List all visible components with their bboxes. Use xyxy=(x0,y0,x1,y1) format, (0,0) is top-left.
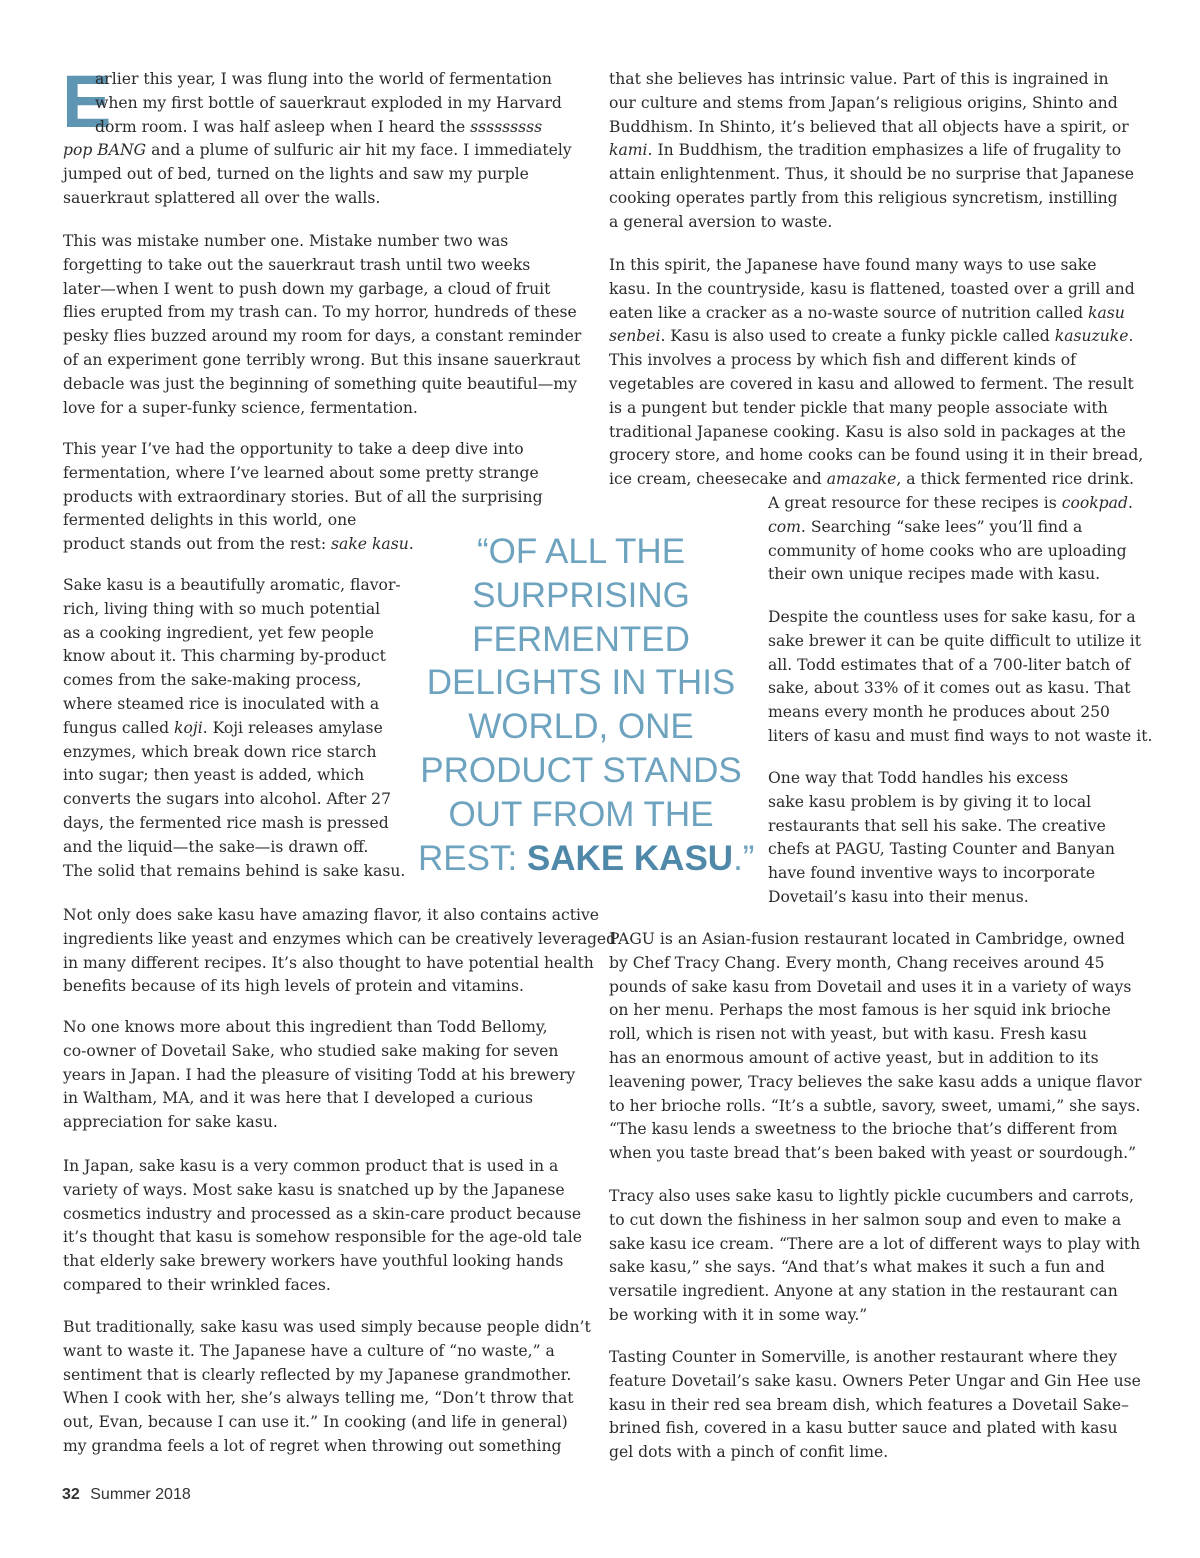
text-line: sauerkraut splattered all over the walls. xyxy=(63,188,381,207)
text-line: brined fish, covered in a kasu butter sauce and plated with kasu xyxy=(609,1419,1118,1438)
text-line: sake kasu ice cream. “There are a lot of different ways to play with xyxy=(609,1234,1141,1253)
italic-term: kasuzuke xyxy=(1054,327,1129,346)
text-line: leavening power, Tracy believes the sake kasu adds a unique flavor xyxy=(609,1072,1142,1091)
body-paragraph xyxy=(609,928,1142,1166)
text-line: ice cream, cheesecake and amazake, a thick fermented rice drink. xyxy=(609,470,1135,489)
text-line: flies erupted from my trash can. To my horror, hundreds of these xyxy=(63,303,577,322)
text-line: compared to their wrinkled faces. xyxy=(63,1275,331,1294)
text-line: Sake kasu is a beautifully aromatic, flavor- xyxy=(63,576,401,594)
page-number: 32 xyxy=(62,1486,80,1503)
text-line: when you taste bread that’s been baked with yeast or sourdough.” xyxy=(609,1144,1137,1163)
text-line: that elderly sake brewery workers have youthful looking hands xyxy=(63,1252,564,1271)
text-line: a general aversion to waste. xyxy=(609,212,833,231)
text-line: attain enlightenment. Thus, it should be no surprise that Japanese xyxy=(609,165,1135,184)
italic-term: pop BANG xyxy=(63,141,147,160)
issue-label: Summer 2018 xyxy=(90,1486,191,1503)
italic-term: kasu xyxy=(1088,303,1125,322)
text-line: This year I’ve had the opportunity to take a deep dive into xyxy=(63,440,524,458)
text-line: When I cook with her, she’s always telling me, “Don’t throw that xyxy=(63,1389,574,1408)
text-line: sake brewer it can be quite difficult to utilize it xyxy=(768,631,1142,650)
italic-term: senbei xyxy=(609,327,661,346)
body-paragraph xyxy=(768,606,1153,749)
body-paragraph xyxy=(768,492,1133,587)
text-line: pounds of sake kasu from Dovetail and uses it in a variety of ways xyxy=(609,977,1132,996)
text-line: know about it. This charming by-product xyxy=(63,647,386,666)
text-line: pesky flies buzzed around my room for days, a constant reminder xyxy=(63,327,582,346)
pull-quote xyxy=(418,530,755,880)
text-line: kasu. In the countryside, kasu is flattened, toasted over a grill and xyxy=(609,279,1135,298)
text-line: where steamed rice is inoculated with a xyxy=(63,694,380,713)
text-line: their own unique recipes made with kasu. xyxy=(768,565,1101,584)
text-line: One way that Todd handles his excess xyxy=(768,769,1069,787)
pull-quote-prefix: REST: xyxy=(418,838,527,878)
text-line: sake kasu problem is by giving it to local xyxy=(768,792,1092,811)
text-line: fermentation, where I’ve learned about some pretty strange xyxy=(63,463,539,482)
text-line: gel dots with a pinch of confit lime. xyxy=(609,1443,889,1462)
text-line: benefits because of its high levels of protein and vitamins. xyxy=(63,977,524,996)
pull-quote-suffix: .” xyxy=(733,838,755,878)
text-line: comes from the sake-making process, xyxy=(63,671,362,690)
body-paragraph xyxy=(609,68,1135,235)
text-line: pop BANG and a plume of sulfuric air hit my face. I immediately xyxy=(63,141,572,160)
pull-quote-line: WORLD, ONE xyxy=(468,707,694,747)
text-line: Buddhism. In Shinto, it’s believed that all objects have a spirit, or xyxy=(609,117,1129,136)
text-line: has an enormous amount of active yeast, but in addition to its xyxy=(609,1048,1099,1067)
pull-quote-line: “OF ALL THE xyxy=(476,532,686,571)
text-line: later—when I went to push down my garbage, a cloud of fruit xyxy=(63,279,551,298)
text-line: This involves a process by which fish and different kinds of xyxy=(609,351,1076,370)
text-line: of an experiment gone terribly wrong. But this insane sauerkraut xyxy=(63,350,581,369)
text-line: days, the fermented rice mash is pressed xyxy=(63,813,389,832)
text-line: This was mistake number one. Mistake number two was xyxy=(63,232,509,250)
text-line: grocery store, and home cooks can be found using it in their bread, xyxy=(609,446,1144,465)
text-line: In Japan, sake kasu is a very common product that is used in a xyxy=(63,1157,559,1175)
text-line: Dovetail’s kasu into their menus. xyxy=(768,887,1029,906)
body-paragraph xyxy=(63,1155,583,1298)
text-line: rich, living thing with so much potential xyxy=(63,599,381,618)
text-line: versatile ingredient. Anyone at any station in the restaurant can xyxy=(609,1282,1118,1301)
text-line: when my first bottle of sauerkraut exploded in my Harvard xyxy=(95,93,562,112)
pull-quote-line: SURPRISING xyxy=(472,575,690,615)
text-line: sake kasu,” she says. “And that’s what makes it such a fun and xyxy=(609,1258,1105,1277)
body-paragraph xyxy=(609,1185,1141,1328)
text-line: love for a super-funky science, fermentation. xyxy=(63,398,418,417)
text-line: kami. In Buddhism, the tradition emphasizes a life of frugality to xyxy=(609,141,1122,160)
pull-quote-highlight: SAKE KASU xyxy=(526,838,734,878)
text-line: Not only does sake kasu have amazing flavor, it also contains active xyxy=(63,906,600,924)
text-line: to her brioche rolls. “It’s a subtle, savory, sweet, umami,” she says. xyxy=(609,1096,1141,1115)
italic-term: sake kasu xyxy=(331,535,409,554)
italic-term: amazake xyxy=(826,470,897,489)
text-line: But traditionally, sake kasu was used simply because people didn’t xyxy=(63,1318,591,1336)
text-line: chefs at PAGU, Tasting Counter and Banyan xyxy=(768,840,1115,859)
text-line: as a cooking ingredient, yet few people xyxy=(63,623,374,642)
text-line: jumped out of bed, turned on the lights and saw my purple xyxy=(63,165,529,184)
text-line: all. Todd estimates that of a 700-liter batch of xyxy=(768,655,1131,674)
text-line: Tasting Counter in Somerville, is another restaurant where they xyxy=(609,1348,1118,1366)
text-line: com. Searching “sake lees” you’ll find a xyxy=(768,517,1083,536)
text-line: Despite the countless uses for sake kasu, for a xyxy=(768,608,1136,626)
pull-quote-line: FERMENTED xyxy=(472,619,690,659)
text-line: it’s thought that kasu is somehow responsible for the age-old tale xyxy=(63,1228,583,1247)
italic-term: com xyxy=(768,517,801,536)
text-line: kasu in their red sea bream dish, which features a Dovetail Sake– xyxy=(609,1395,1129,1414)
text-line: in Waltham, MA, and it was here that I developed a curious xyxy=(63,1089,534,1108)
text-line: ingredients like yeast and enzymes which can be creatively leveraged xyxy=(63,929,617,948)
text-line: fungus called koji. Koji releases amylase xyxy=(63,718,383,737)
text-line: No one knows more about this ingredient than Todd Bellomy, xyxy=(63,1018,548,1036)
drop-cap: E xyxy=(62,60,112,143)
text-line: is a pungent but tender pickle that many people associate with xyxy=(609,398,1108,417)
text-line: product stands out from the rest: sake kasu. xyxy=(63,535,414,554)
text-line: to cut down the fishiness in her salmon soup and even to make a xyxy=(609,1210,1122,1229)
text-line: products with extraordinary stories. But of all the surprising xyxy=(63,487,543,506)
body-paragraph xyxy=(63,574,408,883)
text-line: cooking operates partly from this religious syncretism, instilling xyxy=(609,188,1118,207)
text-line: arlier this year, I was flung into the world of fermentation xyxy=(95,70,552,88)
text-line: co-owner of Dovetail Sake, who studied sake making for seven xyxy=(63,1041,559,1060)
body-paragraph xyxy=(609,1346,1141,1465)
text-line: feature Dovetail’s sake kasu. Owners Peter Ungar and Gin Hee use xyxy=(609,1371,1141,1390)
body-paragraph xyxy=(63,230,583,420)
text-line: by Chef Tracy Chang. Every month, Chang receives around 45 xyxy=(609,953,1105,972)
pull-quote-line: PRODUCT STANDS xyxy=(420,750,742,790)
text-line: “The kasu lends a sweetness to the brioche that’s different from xyxy=(609,1120,1118,1139)
text-line: dorm room. I was half asleep when I heard the sssssssss xyxy=(95,117,543,136)
text-line: eaten like a cracker as a no-waste source of nutrition called kasu xyxy=(609,303,1125,322)
text-line: be working with it in some way.” xyxy=(609,1305,868,1324)
body-paragraph xyxy=(63,904,617,999)
italic-term: kami xyxy=(609,141,648,160)
text-line: community of home cooks who are uploading xyxy=(768,541,1127,560)
text-line: want to waste it. The Japanese have a culture of “no waste,” a xyxy=(63,1341,555,1360)
text-line: converts the sugars into alcohol. After 27 xyxy=(63,790,392,809)
page-footer xyxy=(62,1486,191,1504)
text-line: enzymes, which break down rice starch xyxy=(63,742,377,761)
text-line: and the liquid—the sake—is drawn off. xyxy=(63,837,369,856)
text-line: forgetting to take out the sauerkraut trash until two weeks xyxy=(63,255,531,274)
text-line: my grandma feels a lot of regret when throwing out something xyxy=(63,1436,562,1455)
text-line: appreciation for sake kasu. xyxy=(63,1113,278,1132)
text-line: vegetables are covered in kasu and allowed to ferment. The result xyxy=(609,374,1134,393)
text-line: liters of kasu and must find ways to not waste it. xyxy=(768,726,1153,745)
body-paragraph xyxy=(768,767,1128,910)
text-line: that she believes has intrinsic value. Part of this is ingrained in xyxy=(609,70,1109,88)
text-line: Tracy also uses sake kasu to lightly pickle cucumbers and carrots, xyxy=(609,1187,1134,1205)
italic-term: cookpad. xyxy=(1061,494,1133,512)
text-line: years in Japan. I had the pleasure of visiting Todd at his brewery xyxy=(63,1065,576,1084)
text-line: roll, which is risen not with yeast, but with kasu. Fresh kasu xyxy=(609,1025,1088,1044)
text-line: out, Evan, because I can use it.” In cooking (and life in general) xyxy=(63,1413,568,1432)
text-line: into sugar; then yeast is added, which xyxy=(63,766,365,785)
pull-quote-line xyxy=(418,837,755,881)
text-line: debacle was just the beginning of something quite beautiful—my xyxy=(63,374,577,393)
text-line: PAGU is an Asian-fusion restaurant located in Cambridge, owned xyxy=(609,930,1125,948)
text-line: traditional Japanese cooking. Kasu is also sold in packages at the xyxy=(609,422,1126,441)
italic-term: koji xyxy=(174,718,203,737)
text-line: senbei. Kasu is also used to create a funky pickle called kasuzuke. xyxy=(609,327,1134,346)
text-line: restaurants that sell his sake. The creative xyxy=(768,816,1106,835)
text-line: have found inventive ways to incorporate xyxy=(768,864,1096,883)
text-line: variety of ways. Most sake kasu is snatched up by the Japanese xyxy=(63,1180,565,1199)
text-line: our culture and stems from Japan’s religious origins, Shinto and xyxy=(609,93,1118,112)
text-line: fermented delights in this world, one xyxy=(63,511,357,530)
italic-term: sssssssss xyxy=(470,117,543,136)
text-line: on her menu. Perhaps the most famous is her squid ink brioche xyxy=(609,1001,1111,1020)
text-line: A great resource for these recipes is cookpad. xyxy=(768,494,1133,512)
text-line: sentiment that is clearly reflected by my Japanese grandmother. xyxy=(63,1365,572,1384)
text-line: The solid that remains behind is sake kasu. xyxy=(63,861,406,880)
body-paragraph xyxy=(62,60,583,211)
body-paragraph xyxy=(63,1016,583,1135)
body-paragraph xyxy=(63,1316,591,1459)
text-line: In this spirit, the Japanese have found many ways to use sake xyxy=(609,256,1097,274)
text-line: cosmetics industry and processed as a skin-care product because xyxy=(63,1204,582,1223)
pull-quote-line: DELIGHTS IN THIS xyxy=(426,663,736,703)
text-line: means every month he produces about 250 xyxy=(768,703,1110,722)
pull-quote-line: OUT FROM THE xyxy=(448,794,714,834)
text-line: in many different recipes. It’s also thought to have potential health xyxy=(63,953,594,972)
text-line: sake, about 33% of it comes out as kasu. That xyxy=(768,679,1131,698)
body-paragraph xyxy=(609,254,1144,492)
